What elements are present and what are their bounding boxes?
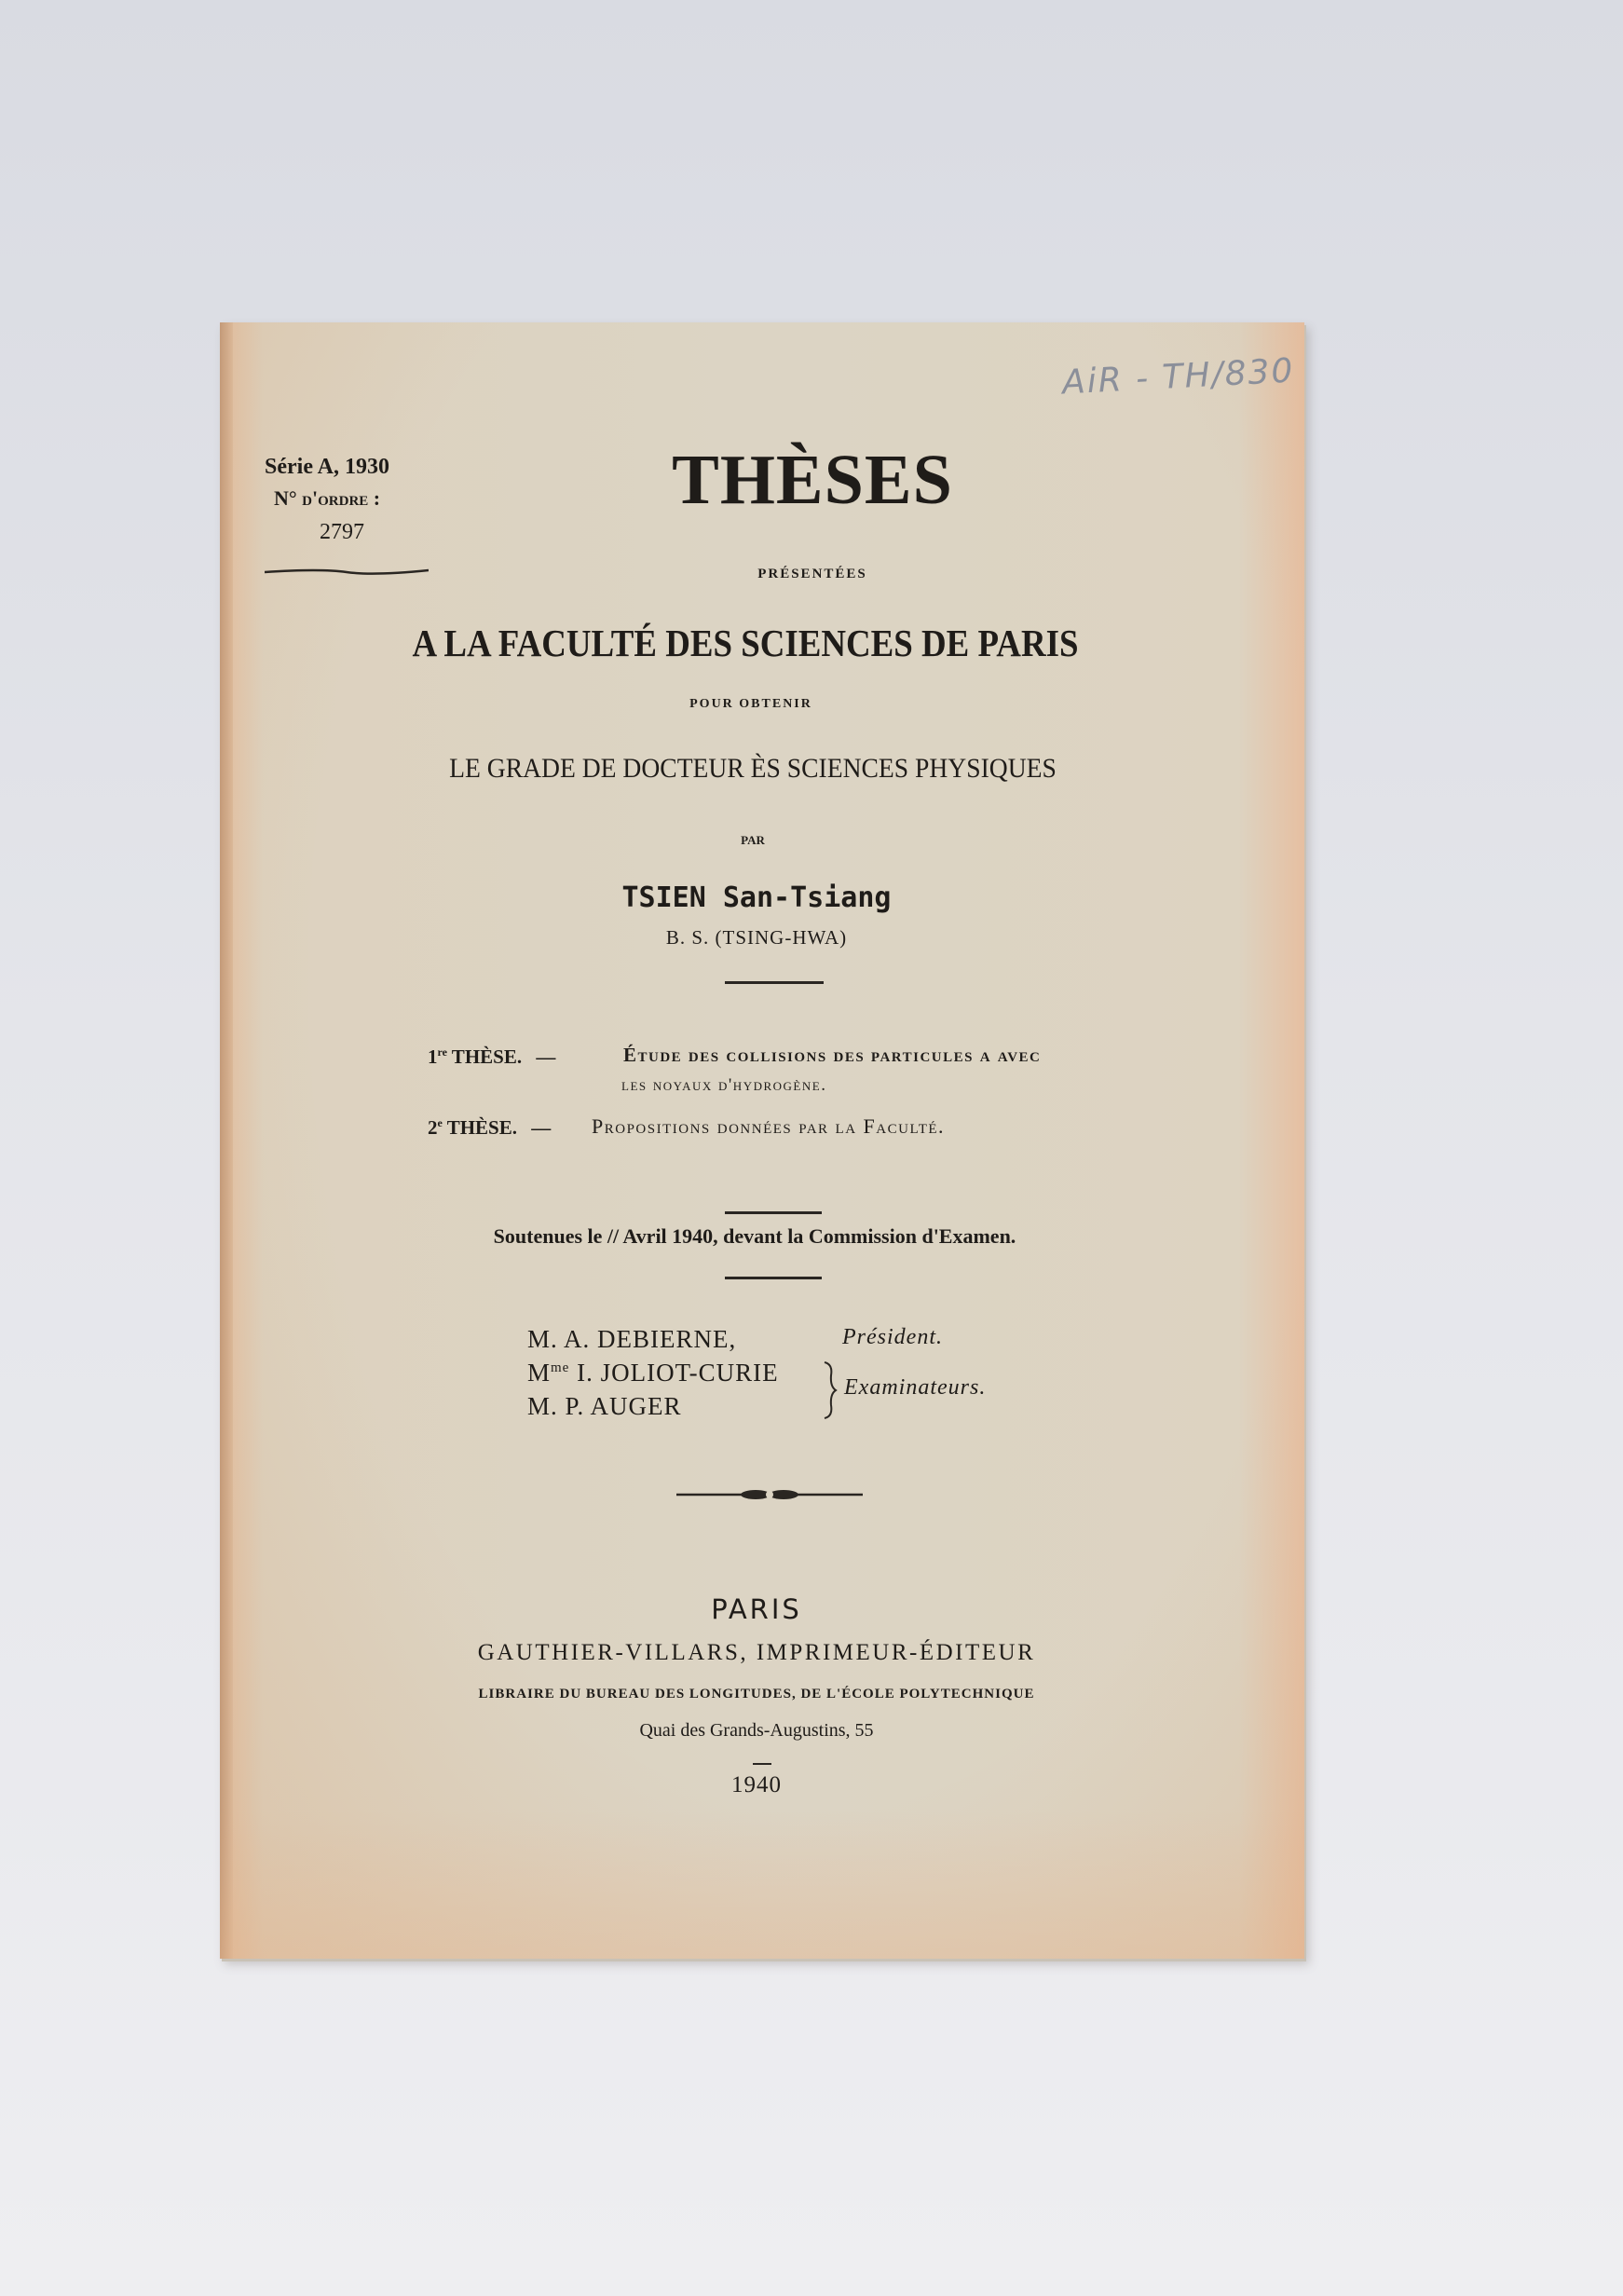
year-dash bbox=[753, 1763, 771, 1765]
defense-statement: Soutenues le // Avril 1940, devant la Commission d'Examen. bbox=[493, 1224, 1016, 1248]
first-thesis-suffix: re bbox=[437, 1046, 447, 1059]
presentees-label: PRÉSENTÉES bbox=[757, 567, 867, 581]
jury-member-2-name: I. JOLIOT-CURIE bbox=[569, 1359, 779, 1387]
first-thesis-word: THÈSE. bbox=[446, 1046, 523, 1068]
cover-spine bbox=[220, 322, 233, 1959]
second-thesis-title: Propositions données par la Faculté. bbox=[592, 1114, 946, 1138]
thesis-title: THÈSES bbox=[672, 441, 953, 519]
publication-year: 1940 bbox=[731, 1772, 782, 1797]
publisher-name: GAUTHIER-VILLARS, IMPRIMEUR-ÉDITEUR bbox=[477, 1640, 1036, 1665]
publisher-address: Quai des Grands-Augustins, 55 bbox=[639, 1720, 874, 1741]
president-role: Président. bbox=[842, 1325, 943, 1349]
faculty-heading: A LA FACULTÉ DES SCIENCES DE PARIS bbox=[412, 622, 1079, 664]
first-thesis-number: 1 bbox=[428, 1046, 438, 1068]
central-ornament bbox=[676, 1485, 863, 1504]
first-thesis-dash: — bbox=[536, 1046, 556, 1068]
examiners-role: Examinateurs. bbox=[844, 1375, 987, 1400]
second-thesis-number: 2 bbox=[428, 1116, 438, 1139]
divider-3 bbox=[725, 1277, 822, 1279]
degree-heading: LE GRADE DE DOCTEUR ÈS SCIENCES PHYSIQUES bbox=[449, 753, 1057, 784]
order-number-label: N° d'ordre : bbox=[274, 486, 381, 510]
handwritten-call-number: AiR - TH/830 bbox=[1061, 351, 1296, 403]
first-thesis-label bbox=[428, 1046, 565, 1069]
jury-member-2-prefix: M bbox=[527, 1359, 552, 1387]
first-thesis-title-line1: Étude des collisions des particules α avec bbox=[623, 1044, 1042, 1066]
second-thesis-dash: — bbox=[531, 1116, 552, 1139]
publisher-libraire: LIBRAIRE DU BUREAU DES LONGITUDES, DE L'ÉCOLE POLYTECHNIQUE bbox=[478, 1687, 1035, 1702]
jury-member-2-suffix: me bbox=[551, 1360, 570, 1375]
first-thesis-title-line2: les noyaux d'hydrogène. bbox=[621, 1075, 827, 1095]
second-thesis-suffix: e bbox=[437, 1116, 443, 1129]
publisher-city: PARIS bbox=[711, 1593, 802, 1625]
thesis-cover bbox=[220, 322, 1304, 1959]
second-thesis-word: THÈSE. bbox=[442, 1116, 517, 1139]
par-label: PAR bbox=[741, 833, 765, 847]
order-number: 2797 bbox=[320, 520, 364, 544]
jury-member-president: M. A. DEBIERNE, bbox=[527, 1325, 737, 1353]
jury-member-2 bbox=[527, 1359, 779, 1387]
author-degree: B. S. (TSING-HWA) bbox=[665, 926, 848, 949]
jury-member-3: M. P. AUGER bbox=[527, 1392, 682, 1420]
divider-1 bbox=[725, 981, 824, 984]
series-line: Série A, 1930 bbox=[265, 455, 389, 479]
author-name: TSIEN San-Tsiang bbox=[621, 882, 892, 914]
examiners-brace bbox=[822, 1360, 839, 1420]
pour-obtenir-label: POUR OBTENIR bbox=[689, 697, 812, 711]
second-thesis-label bbox=[428, 1116, 560, 1140]
divider-2 bbox=[725, 1211, 822, 1214]
